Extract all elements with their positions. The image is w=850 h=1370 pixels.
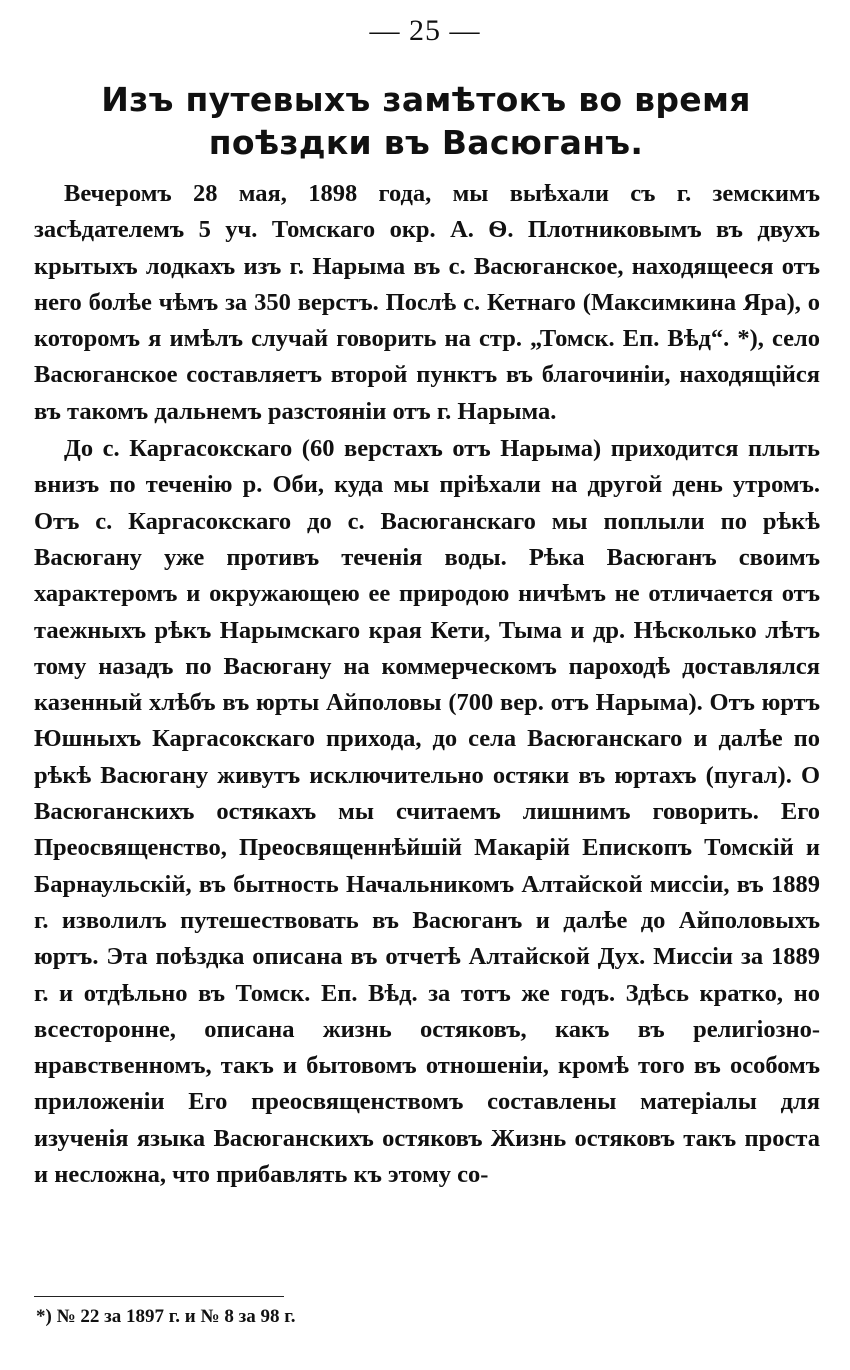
page-number: — 25 —: [369, 14, 481, 47]
article-body: [34, 176, 820, 1193]
paragraph-1: Вечеромъ 28 мая, 1898 года, мы выѣхали съ г. земскимъ засѣдателемъ 5 уч. Томскаго окр. А. Ѳ. Плотниковымъ въ двухъ крытыхъ лодкахъ изъ г. Нарыма въ с. Васюганское, находящееся отъ него болѣе чѣмъ за 350 верстъ. Послѣ с. Кетнаго (Максимкина Яра), о которомъ я имѣлъ случай говорить на стр. „Томск. Еп. Вѣд“. *), село Васюганское составляетъ второй пунктъ въ благочиніи, находящійся въ такомъ дальнемъ разстояніи отъ г. Нарыма.: [34, 180, 820, 425]
paragraph-2: До с. Каргасокскаго (60 верстахъ отъ Нарыма) приходится плыть внизъ по теченію р. Оби, куда мы пріѣхали на другой день утромъ. Отъ с. Каргасокскаго до с. Васюганскаго мы поплыли по рѣкѣ Васюгану уже противъ теченія воды. Рѣка Васюганъ своимъ характеромъ и окружающею ее природою ничѣмъ не отличается отъ таежныхъ рѣкъ Нарымскаго края Кети, Тыма и др. Нѣсколько лѣтъ тому назадъ по Васюгану на коммерческомъ пароходѣ доставлялся казенный хлѣбъ въ юрты Айполовы (700 вер. отъ Нарыма). Отъ юртъ Юшныхъ Каргасокскаго прихода, до села Васюганскаго и далѣе по рѣкѣ Васюгану живутъ исключительно остяки въ юртахъ (пугал). О Васюганскихъ остякахъ мы считаемъ лишнимъ говорить. Его Преосвященство, Преосвященнѣйшій Макарій Епископъ Томскій и Барнаульскій, въ бытность Начальникомъ Алтайской миссіи, въ 1889 г. изволилъ путешествовать въ Васюганъ и далѣе до Айполовыхъ юртъ. Эта поѣздка описана въ отчетѣ Алтайской Дух. Миссіи за 1889 г. и отдѣльно въ Томск. Еп. Вѣд. за тотъ же годъ. Здѣсь кратко, но всесторонне, описана жизнь остяковъ, какъ въ религіозно-нравственномъ, такъ и бытовомъ отношеніи, кромѣ того въ особомъ приложеніи Его преосвященствомъ составлены матеріалы для изученія языка Васюганскихъ остяковъ Жизнь остяковъ такъ проста и несложна, что прибавлять къ этому со-: [34, 435, 820, 1189]
footnote: *) № 22 за 1897 г. и № 8 за 98 г.: [36, 1306, 296, 1327]
article-title: Изъ путевыхъ замѣтокъ во время поѣздки въ Васюганъ.: [101, 80, 751, 162]
footnote-divider: [34, 1296, 284, 1297]
